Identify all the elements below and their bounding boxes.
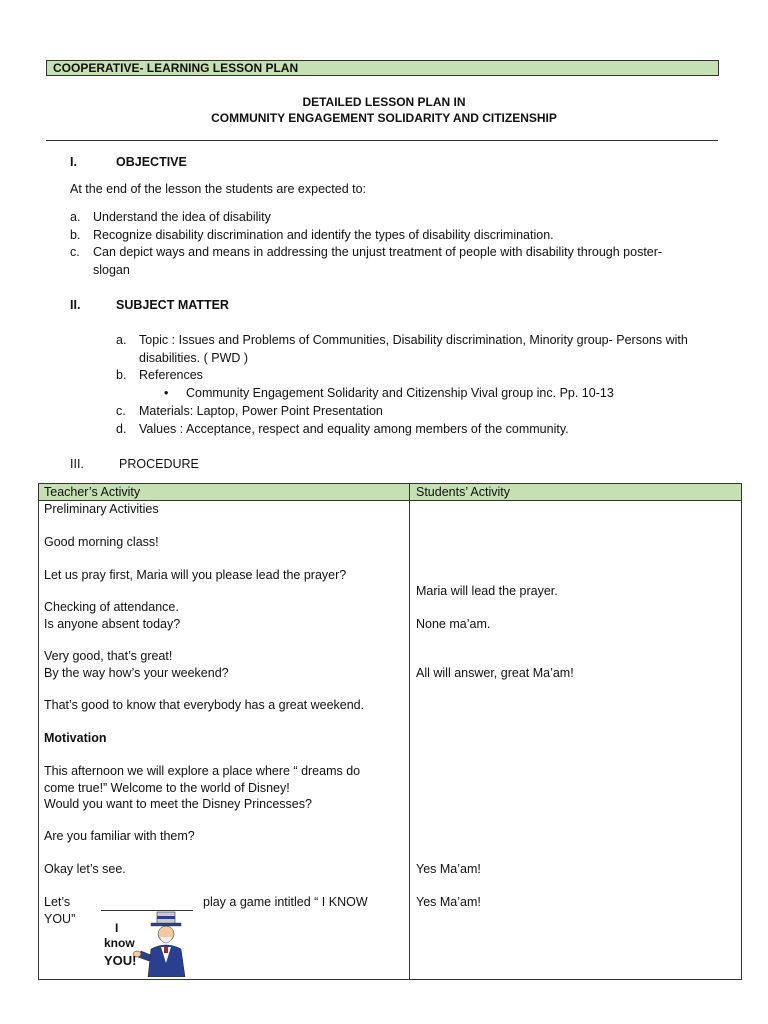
item-text: Topic : Issues and Problems of Communities, Disability discrimination, Minority group- Persons with disabilities. ( PWD ) bbox=[139, 333, 688, 365]
teacher-explore-2: come true!” Welcome to the world of Disney! bbox=[44, 780, 290, 795]
i-know-you-picture bbox=[101, 910, 193, 977]
students-prayer: Maria will lead the prayer. bbox=[416, 584, 558, 598]
item-letter: b. bbox=[116, 368, 127, 382]
picture-text-know: know bbox=[104, 936, 135, 950]
item-letter: c. bbox=[116, 404, 126, 418]
teacher-greeting: Good morning class! bbox=[44, 535, 159, 549]
teacher-motivation: Motivation bbox=[44, 731, 107, 745]
item-text: Can depict ways and means in addressing the unjust treatment of people with disability through poster-slogan bbox=[93, 245, 663, 277]
teacher-explore-3: Would you want to meet the Disney Princesses? bbox=[44, 797, 312, 811]
item-text: Recognize disability discrimination and identify the types of disability discrimination. bbox=[93, 227, 554, 242]
teacher-good-to-know: That’s good to know that everybody has a great weekend. bbox=[44, 698, 365, 712]
item-text: References bbox=[139, 368, 203, 382]
table-header bbox=[39, 484, 741, 501]
subject-item-materials bbox=[116, 403, 716, 421]
teacher-attendance: Checking of attendance. bbox=[44, 600, 179, 614]
teacher-absent: Is anyone absent today? bbox=[44, 616, 181, 631]
teacher-familiar: Are you familiar with them? bbox=[44, 829, 195, 843]
subject-item-topic bbox=[116, 332, 716, 367]
lesson-plan-banner: COOPERATIVE- LEARNING LESSON PLAN bbox=[46, 60, 719, 76]
teacher-very-good: Very good, that’s great! bbox=[44, 649, 173, 663]
teacher-pray: Let us pray first, Maria will you please lead the prayer? bbox=[44, 568, 347, 582]
objective-item-a bbox=[70, 209, 710, 227]
students-yes-1: Yes Ma’am! bbox=[416, 862, 481, 876]
bullet-icon: • bbox=[164, 386, 169, 400]
subject-item-references bbox=[116, 367, 716, 385]
item-text: Understand the idea of disability bbox=[93, 210, 271, 224]
header-teacher-activity: Teacher’s Activity bbox=[44, 485, 141, 499]
students-yes-2: Yes Ma’am! bbox=[416, 895, 481, 909]
reference-text: Community Engagement Solidarity and Citizenship Vival group inc. Pp. 10-13 bbox=[186, 386, 614, 400]
teacher-okay: Okay let’s see. bbox=[44, 862, 126, 876]
subject-matter-heading: SUBJECT MATTER bbox=[116, 298, 229, 312]
objective-item-c bbox=[70, 244, 695, 279]
picture-text-i: I bbox=[115, 921, 119, 935]
item-letter: c. bbox=[70, 245, 80, 259]
students-all-answer: All will answer, great Ma’am! bbox=[416, 665, 574, 680]
uncle-sam-illustration bbox=[101, 911, 193, 977]
item-letter: a. bbox=[116, 333, 127, 347]
title-divider bbox=[46, 140, 718, 141]
objective-item-b bbox=[70, 227, 710, 245]
title-line-2: COMMUNITY ENGAGEMENT SOLIDARITY AND CITIZENSHIP bbox=[211, 111, 557, 125]
item-text: Values : Acceptance, respect and equality among members of the community. bbox=[139, 421, 569, 436]
objective-intro: At the end of the lesson the students are expected to: bbox=[70, 182, 367, 196]
objective-heading: OBJECTIVE bbox=[116, 155, 187, 169]
item-letter: d. bbox=[116, 421, 127, 436]
item-letter: a. bbox=[70, 210, 81, 224]
students-none: None ma’am. bbox=[416, 616, 491, 631]
subject-matter-numeral: II. bbox=[70, 298, 81, 312]
procedure-heading: PROCEDURE bbox=[119, 457, 199, 471]
reference-bullet bbox=[164, 385, 614, 403]
picture-text-you: YOU! bbox=[104, 953, 137, 968]
item-letter: b. bbox=[70, 227, 81, 242]
title-line-1: DETAILED LESSON PLAN IN bbox=[302, 95, 466, 109]
procedure-table bbox=[38, 483, 742, 980]
teacher-game: play a game intitled “ I KNOW bbox=[203, 895, 368, 909]
teacher-preliminary: Preliminary Activities bbox=[44, 502, 159, 516]
teacher-lets: Let’s bbox=[44, 895, 71, 909]
subject-item-values bbox=[116, 421, 716, 439]
header-students-activity: Students’ Activity bbox=[416, 485, 511, 499]
objective-numeral: I. bbox=[70, 155, 77, 169]
teacher-explore-1: This afternoon we will explore a place where “ dreams do bbox=[44, 764, 361, 778]
teacher-you: YOU” bbox=[44, 911, 76, 926]
teacher-weekend: By the way how’s your weekend? bbox=[44, 665, 229, 680]
column-divider bbox=[409, 484, 410, 979]
item-text: Materials: Laptop, Power Point Presentation bbox=[139, 404, 383, 418]
procedure-numeral: III. bbox=[70, 457, 84, 471]
